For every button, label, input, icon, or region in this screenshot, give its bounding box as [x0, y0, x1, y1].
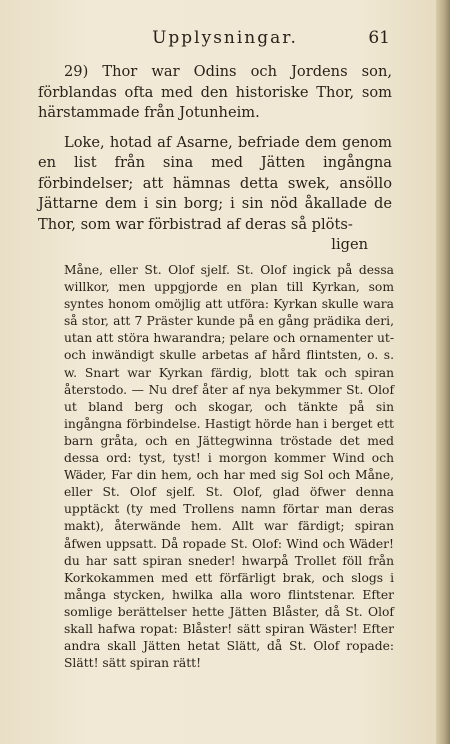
note-paragraph — [38, 133, 392, 256]
legend-paragraph: Måne, eller St. Olof sjelf. St. Olof ingick på dessa willkor, men uppgjorde en plan till Kyrkan, som syntes honom omöjlig att utföra: Kyrkan skulle wara så stor, att 7 Präster kunde på en gång prädika deri, utan att störa hwarandra; pelare och ornamenter ut- och inwändigt skulle arbetas af hård flintsten, o. s. w. Snart war Kyrkan färdig, blott tak och spiran återstodo. — Nu dref åter af nya bekymmer St. Olof ut bland berg och skogar, och tänkte på sin ingångna förbindelse. Hastigt hörde han i berget ett barn gråta, och en Jättegwinna tröstade det med dessa ord: tyst, tyst! i morgon kommer Wind och Wäder, Far din hem, och har med sig Sol och Måne, eller St. Olof sjelf. St. Olof, glad öfwer denna upptäckt (ty med Trollens namn förtar man deras makt), återwände hem. Allt war färdigt; spiran åfwen uppsatt. Då ropade St. Olof: Wind och Wäder! du har satt spiran sneder! hwarpå Trollet föll från Korkokammen med ett förfärligt brak, och slogs i många stycken, hwilka alla woro flintstenar. Efter somlige berättelser hette Jätten Blåster, då St. Olof skall hafwa ropat: Blåster! sätt spiran Wäster! Efter andra skall Jätten hetat Slätt, då St. Olof ropade: Slätt! sätt spiran rätt! — [64, 263, 394, 671]
legend-section — [64, 262, 394, 672]
hyphenated-tail: ligen — [331, 236, 368, 253]
note-paragraph: 29) Thor war Odins och Jordens son, förblandas ofta med den historiske Thor, som härstammade från Jotunheim. — [38, 63, 392, 121]
note-section — [38, 62, 392, 265]
running-head: Upplysningar. — [152, 28, 298, 48]
book-spine-edge — [436, 0, 450, 744]
page-number: 61 — [368, 28, 390, 48]
note-paragraph-text: Loke, hotad af Asarne, befriade dem genom en list från sina med Jätten ingångna förbindelser; att hämnas detta swek, ansöllo Jättarne dem i sin borg; i sin nöd åkallade de Thor, som war förbistrad af deras så plöts- — [38, 133, 392, 233]
page-header — [60, 28, 390, 52]
